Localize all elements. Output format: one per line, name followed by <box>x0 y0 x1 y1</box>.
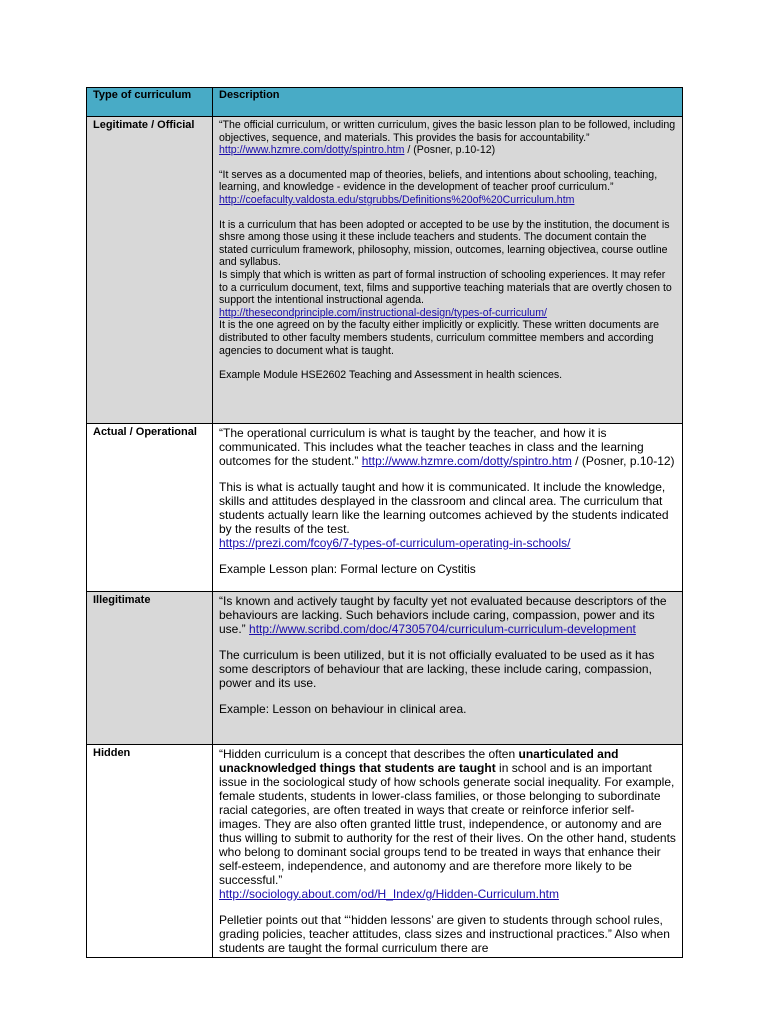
official-link-3[interactable]: http://thesecondprinciple.com/instructional-design/types-of-curriculum/ <box>219 306 547 319</box>
actual-quote-1 <box>219 426 676 468</box>
official-para-5: It is the one agreed on by the faculty either implicitly or explicitly. These written documents are distributed to other faculty members students, curriculum committee members and according agencies to document what is taught. <box>219 319 660 357</box>
illegitimate-link-1[interactable]: http://www.scribd.com/doc/47305704/curriculum-curriculum-development <box>249 622 636 636</box>
official-quote-2 <box>219 169 676 207</box>
header-row <box>87 88 683 117</box>
curriculum-table <box>86 87 683 958</box>
row-official <box>87 117 683 424</box>
hidden-quote-1-end: in school and is an important issue in the sociological study of how schools generate social inequality. For example, female students, students in lower-class families, or those belonging to subordinate racial categories, are often treated in ways that create or reinforce inferior self-images. They are also often granted little trust, independence, or autonomy and are thus willing to submit to authority for the rest of their lives. On the other hand, students who belong to dominant social groups tend to be treated in ways that enhance their self-esteem, independence, and autonomy and are therefore more likely to be successful.” <box>219 761 676 887</box>
row-actual <box>87 424 683 592</box>
illegitimate-example: Example: Lesson on behaviour in clinical area. <box>219 702 467 716</box>
official-para-3: It is a curriculum that has been adopted or accepted to be use by the institution, the document is shsre among those using it these include teachers and students. The document contain the stated curriculum framework, philosophy, mission, outcomes, learning objectivea, course outline and syllabus. <box>219 218 670 269</box>
official-example: Example Module HSE2602 Teaching and Assessment in health sciences. <box>219 369 563 382</box>
official-para-4 <box>219 269 676 319</box>
desc-official <box>213 117 683 424</box>
illegitimate-quote-1-text: “Is known and actively taught by faculty yet not evaluated because descriptors of the behaviours are lacking. Such behaviors include caring, compassion, power and its use.” <box>219 594 667 636</box>
type-illegitimate: Illegitimate <box>87 592 213 745</box>
desc-illegitimate <box>213 592 683 745</box>
illegitimate-quote-1 <box>219 594 676 636</box>
hidden-quote-1-start: “Hidden curriculum is a concept that describes the often <box>219 747 519 761</box>
official-cite-1: / (Posner, p.10-12) <box>404 144 496 157</box>
actual-para-2 <box>219 480 676 550</box>
hidden-para-2: Pelletier points out that “‘hidden lessons’ are given to students through school rules, grading policies, teacher attitudes, class sizes and instructional practices.” Also when students are taught the formal curriculum there are <box>219 913 670 955</box>
row-illegitimate <box>87 592 683 745</box>
hidden-quote-1 <box>219 747 676 901</box>
hidden-quote-1-bold: unarticulated and unacknowledged things that students are taught <box>219 747 619 775</box>
type-actual: Actual / Operational <box>87 424 213 592</box>
actual-para-2-text: This is what is actually taught and how it is communicated. It include the knowledge, skills and attitudes desplayed in the classroom and clincal area. The curriculum that students actually learn like the learning outcomes achieved by the students indicated by the results of the test. <box>219 480 669 536</box>
official-quote-2-text: “It serves as a documented map of theories, beliefs, and intentions about schooling, teaching, learning, and knowledge - evidence in the development of teacher proof curriculum.” <box>219 168 658 194</box>
official-link-2[interactable]: http://coefaculty.valdosta.edu/stgrubbs/Definitions%20of%20Curriculum.htm <box>219 193 575 206</box>
header-type: Type of curriculum <box>87 88 213 117</box>
actual-link-1[interactable]: http://www.hzmre.com/dotty/spintro.htm <box>361 454 572 468</box>
official-link-1[interactable]: http://www.hzmre.com/dotty/spintro.htm <box>219 144 405 157</box>
official-para-4-text: Is simply that which is written as part of formal instruction of schooling experiences. It may refer to a curriculum document, text, films and supportive teaching materials that are overtly chosen to support the intentional instructional agenda. <box>219 268 672 307</box>
row-hidden <box>87 745 683 958</box>
type-official: Legitimate / Official <box>87 117 213 424</box>
header-description: Description <box>213 88 683 117</box>
desc-actual <box>213 424 683 592</box>
official-quote-1-text: “The official curriculum, or written curriculum, gives the basic lesson plan to be followed, including objectives, sequence, and materials. This provides the basis for accountability.” <box>219 119 676 144</box>
illegitimate-para-2: The curriculum is been utilized, but it is not officially evaluated to be used as it has some descriptors of behaviour that are lacking, these include caring, compassion, power and its use. <box>219 648 655 690</box>
actual-cite-1: / (Posner, p.10-12) <box>571 454 675 468</box>
desc-hidden <box>213 745 683 958</box>
actual-example: Example Lesson plan: Formal lecture on Cystitis <box>219 562 476 576</box>
type-hidden: Hidden <box>87 745 213 958</box>
actual-quote-1-text: “The operational curriculum is what is taught by the teacher, and how it is communicated. This includes what the teacher teaches in class and the learning outcomes for the student.” <box>219 426 644 468</box>
official-quote-1 <box>219 119 676 157</box>
hidden-link-1[interactable]: http://sociology.about.com/od/H_Index/g/Hidden-Curriculum.htm <box>219 887 559 901</box>
actual-link-2[interactable]: https://prezi.com/fcoy6/7-types-of-curriculum-operating-in-schools/ <box>219 536 571 550</box>
